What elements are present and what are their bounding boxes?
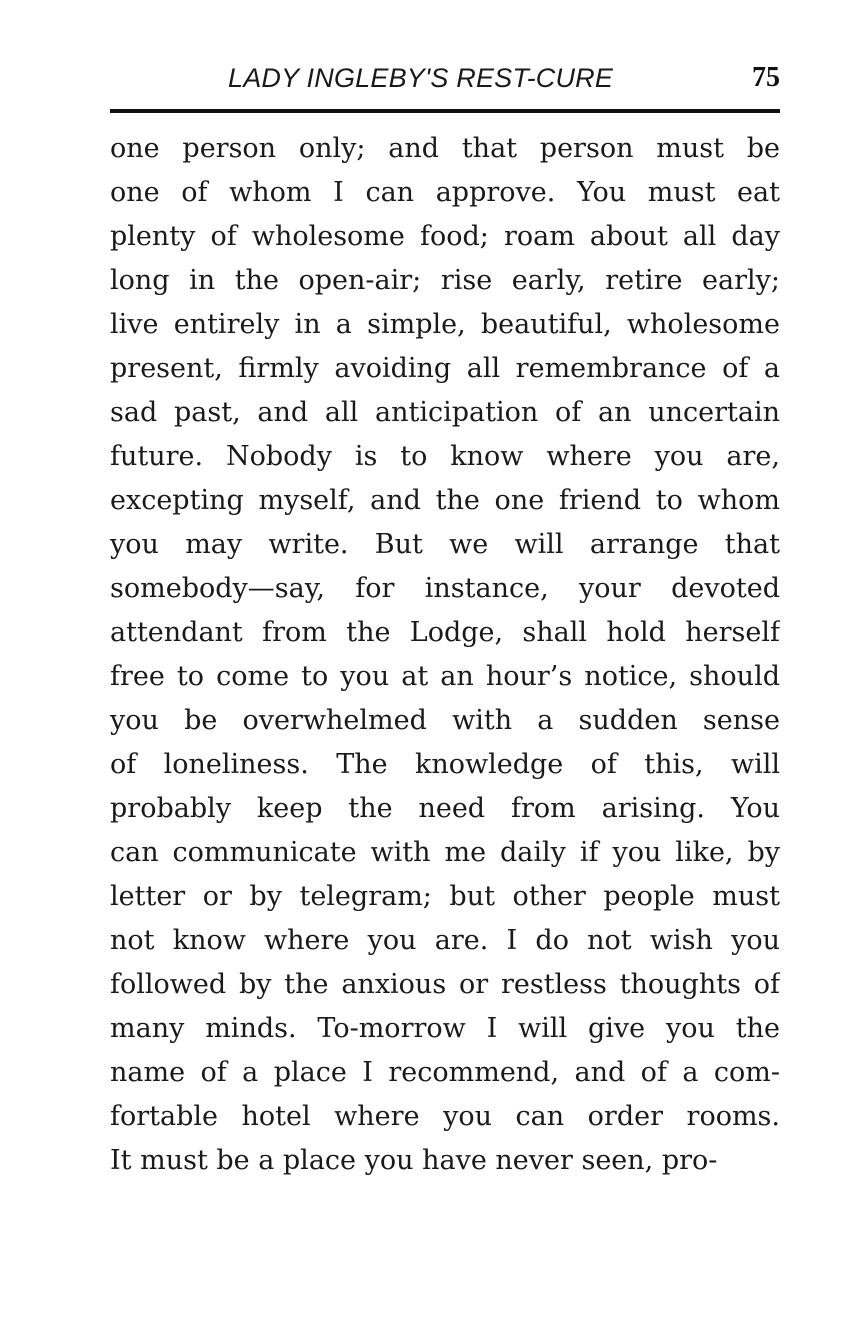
text-line: of loneliness. The knowledge of this, will <box>110 749 780 780</box>
text-line: attendant from the Lodge, shall hold herself <box>110 617 780 648</box>
text-line: present, firmly avoiding all remembrance of a <box>110 353 780 384</box>
text-line: followed by the anxious or restless thoughts of <box>110 969 780 1000</box>
text-line: not know where you are. I do not wish you <box>110 925 780 956</box>
text-line: plenty of wholesome food; roam about all day <box>110 221 780 252</box>
page-number: 75 <box>752 62 780 93</box>
text-line: can communicate with me daily if you like, by <box>110 837 780 868</box>
text-line: name of a place I recommend, and of a com- <box>110 1057 780 1088</box>
text-line: somebody—say, for instance, your devoted <box>110 573 780 604</box>
text-line: you be overwhelmed with a sudden sense <box>110 705 780 736</box>
text-line: one of whom I can approve. You must eat <box>110 177 780 208</box>
text-line: future. Nobody is to know where you are, <box>110 441 780 472</box>
text-line: live entirely in a simple, beautiful, wholesome <box>110 309 780 340</box>
text-line: you may write. But we will arrange that <box>110 529 780 560</box>
text-line: many minds. To-morrow I will give you the <box>110 1013 780 1044</box>
running-title: LADY INGLEBY'S REST-CURE <box>228 63 614 93</box>
text-line: free to come to you at an hour’s notice, should <box>110 661 780 692</box>
text-line: probably keep the need from arising. You <box>110 793 780 824</box>
text-line: fortable hotel where you can order rooms. <box>110 1101 780 1132</box>
running-header <box>110 58 780 98</box>
text-line: letter or by telegram; but other people must <box>110 881 780 912</box>
text-line: one person only; and that person must be <box>110 133 780 164</box>
text-line: excepting myself, and the one friend to whom <box>110 485 780 516</box>
header-rule <box>110 109 780 113</box>
body-text <box>110 127 780 1183</box>
text-line: sad past, and all anticipation of an uncertain <box>110 397 780 428</box>
text-line: It must be a place you have never seen, pro- <box>110 1145 718 1176</box>
text-line: long in the open-air; rise early, retire early; <box>110 265 780 296</box>
